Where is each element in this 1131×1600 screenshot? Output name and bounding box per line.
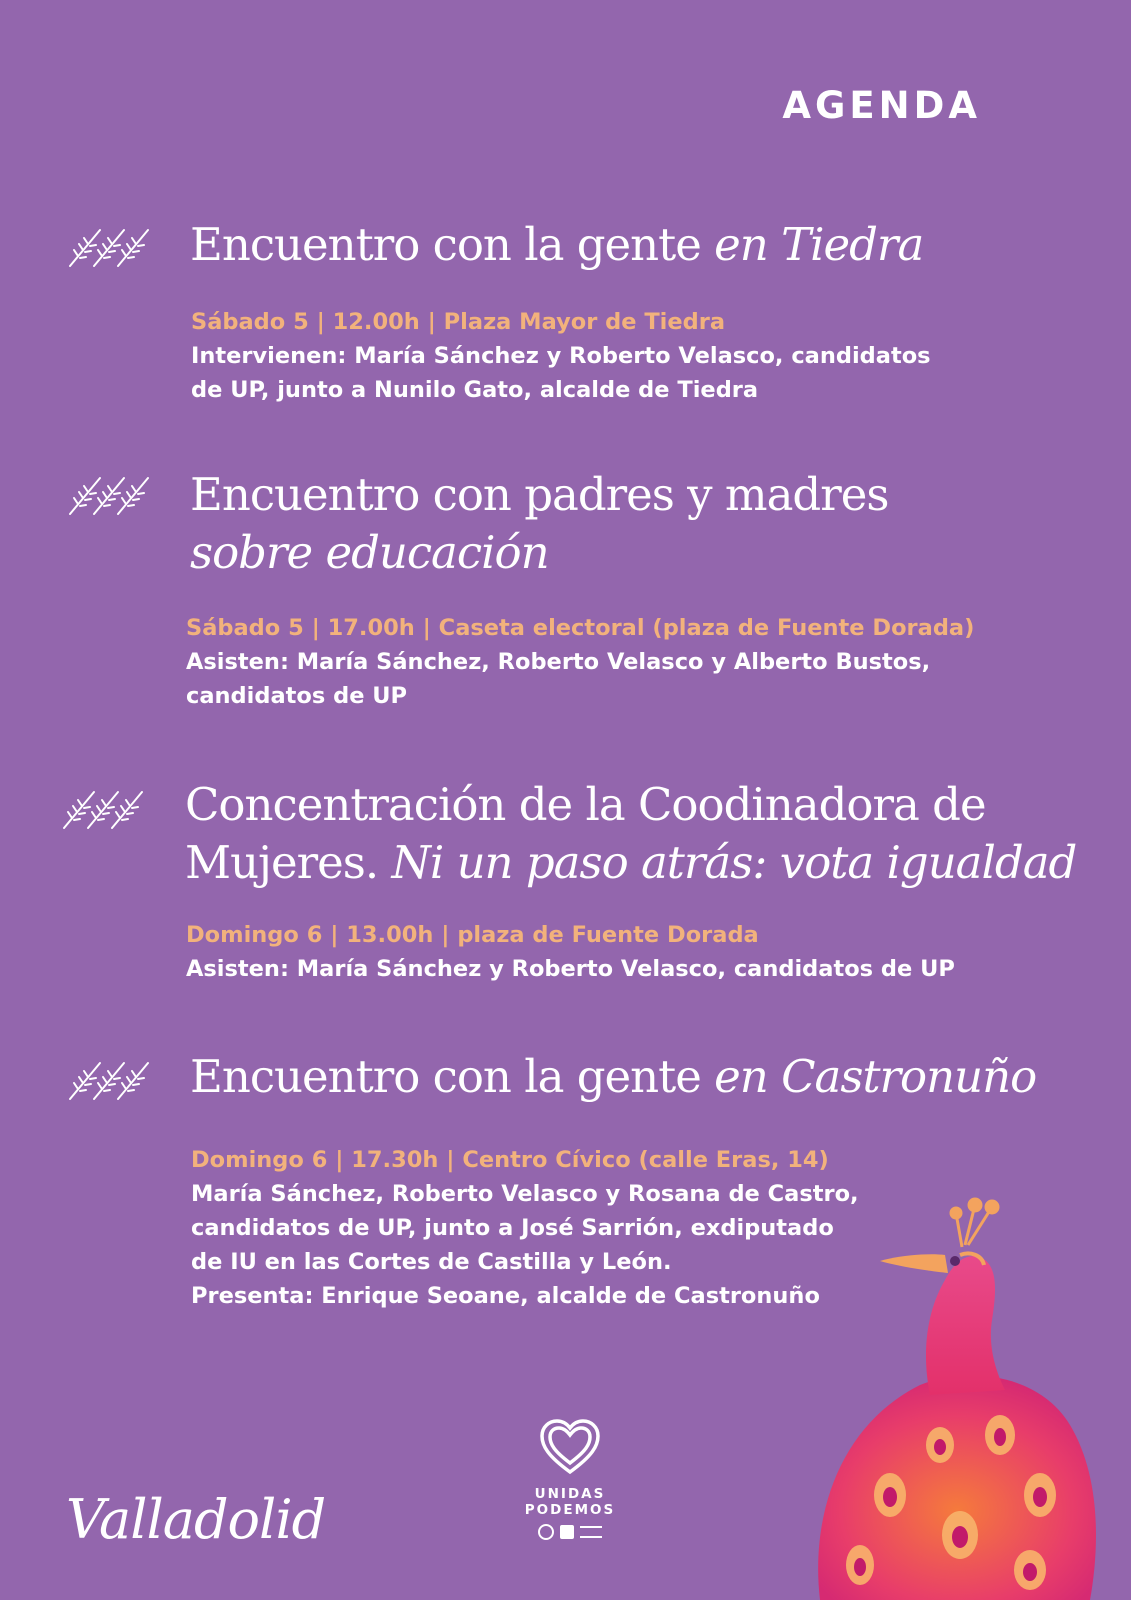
party-logo [510, 1418, 630, 1558]
event-detail-line: candidatos de UP, junto a José Sarrión, exdiputado [191, 1215, 834, 1241]
iu-logo-icon [560, 1525, 574, 1539]
event-title-text: Encuentro con la gente [190, 1050, 715, 1103]
event-meta [186, 918, 955, 986]
event-detail-line: Asisten: María Sánchez y Roberto Velasco, candidatos de UP [186, 956, 955, 982]
logo-line-1: UNIDAS [534, 1486, 606, 1502]
event-title [190, 466, 888, 582]
event-detail-line: Asisten: María Sánchez, Roberto Velasco y Alberto Bustos, [186, 649, 931, 675]
event-title-text: Concentración de la Coodinadora de [185, 778, 986, 831]
wheat-icon [60, 784, 150, 834]
event-detail-line: candidatos de UP [186, 683, 408, 709]
page-title: AGENDA [782, 84, 981, 127]
event-detail-line: Intervienen: María Sánchez y Roberto Velasco, candidatos [191, 343, 931, 369]
event-when: Sábado 5 | 17.00h | Caseta electoral (plaza de Fuente Dorada) [186, 615, 975, 641]
circle-logo-icon [538, 1524, 554, 1540]
event-detail-line: María Sánchez, Roberto Velasco y Rosana de Castro, [191, 1181, 859, 1207]
event-title [190, 1048, 1036, 1106]
wheat-icon [66, 1055, 156, 1105]
event-title-text: Mujeres. [185, 836, 392, 889]
event-meta [186, 611, 974, 713]
event-detail-line: Presenta: Enrique Seoane, alcalde de Castronuño [191, 1283, 820, 1309]
event-when: Domingo 6 | 17.30h | Centro Cívico (calle Eras, 14) [191, 1147, 829, 1173]
heart-logo-icon [538, 1418, 602, 1478]
logo-line-2: PODEMOS [524, 1502, 616, 1518]
wheat-icon [66, 222, 156, 272]
peacock-illustration [770, 1195, 1131, 1600]
event-when: Domingo 6 | 13.00h | plaza de Fuente Dorada [186, 922, 759, 948]
event-meta [191, 1143, 859, 1313]
event-title [185, 776, 1076, 892]
event-detail-line: de UP, junto a Nunilo Gato, alcalde de Tiedra [191, 377, 759, 403]
event-title-italic: sobre educación [190, 526, 549, 579]
event-title-text: Encuentro con la gente [190, 218, 715, 271]
event-meta [191, 305, 931, 407]
event-detail-line: de IU en las Cortes de Castilla y León. [191, 1249, 672, 1275]
city-name: Valladolid [66, 1488, 326, 1551]
coalition-logos [510, 1524, 630, 1540]
wheat-icon [66, 470, 156, 520]
event-title-italic: en Tiedra [714, 218, 924, 271]
event-when: Sábado 5 | 12.00h | Plaza Mayor de Tiedra [191, 309, 726, 335]
event-title-text: Encuentro con padres y madres [190, 468, 889, 521]
event-title [190, 216, 923, 274]
alianza-verde-logo-icon [580, 1526, 602, 1538]
event-title-italic: Ni un paso atrás: vota igualdad [391, 836, 1077, 889]
event-title-italic: en Castronuño [714, 1050, 1037, 1103]
